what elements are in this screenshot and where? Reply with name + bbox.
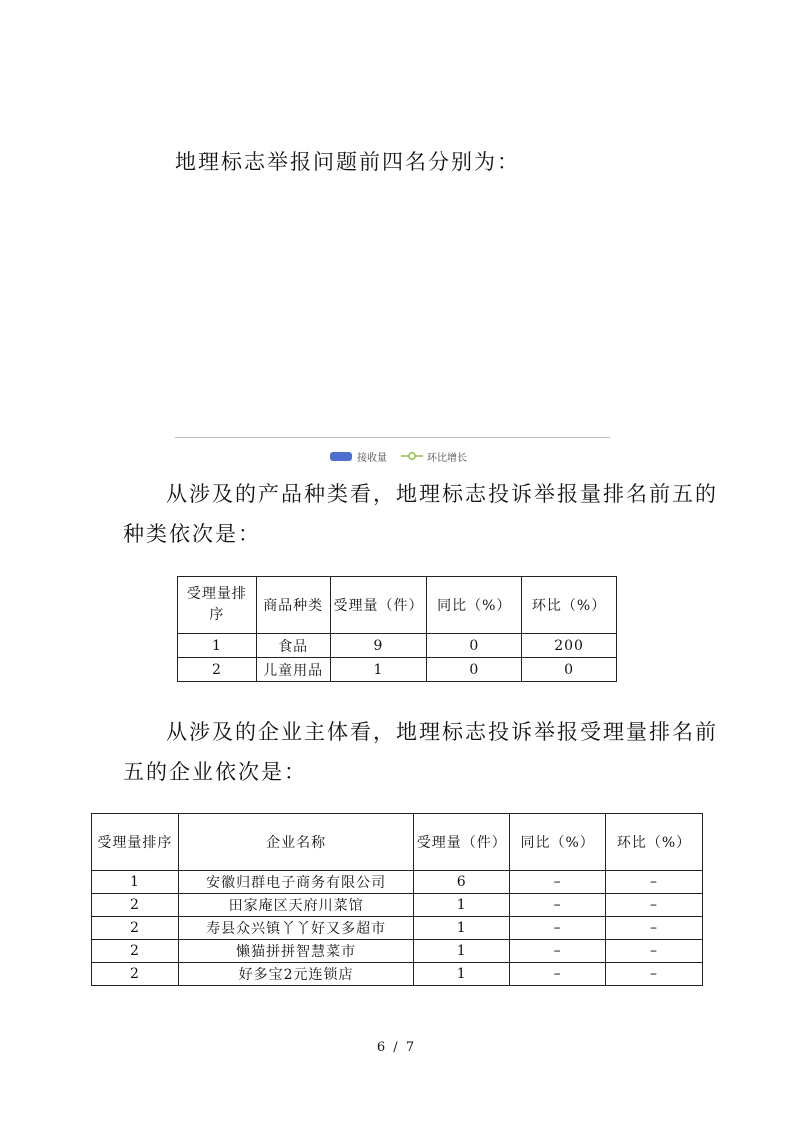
- table-header-row: [92, 814, 703, 871]
- table-row: [178, 658, 617, 682]
- cell-yoy: –: [510, 917, 606, 940]
- cell-rank: 2: [92, 917, 179, 940]
- product-category-table: [177, 576, 617, 682]
- header-yoy: 同比（%）: [510, 814, 606, 871]
- cell-count: 1: [414, 917, 510, 940]
- table-row: [178, 634, 617, 658]
- cell-count: 6: [414, 871, 510, 894]
- header-count: 受理量（件）: [414, 814, 510, 871]
- cell-rank: 2: [92, 963, 179, 986]
- cell-enterprise: 懒猫拼拼智慧菜市: [178, 940, 414, 963]
- enterprise-table: [91, 813, 703, 986]
- cell-enterprise: 安徽归群电子商务有限公司: [178, 871, 414, 894]
- cell-count: 9: [330, 634, 427, 658]
- cell-count: 1: [414, 894, 510, 917]
- cell-mom: –: [606, 871, 703, 894]
- cell-yoy: –: [510, 963, 606, 986]
- header-mom: 环比（%）: [522, 577, 617, 634]
- legend-bar-swatch: [330, 452, 352, 461]
- cell-mom: –: [606, 963, 703, 986]
- intro-text: 地理标志举报问题前四名分别为：: [175, 150, 520, 174]
- header-count: 受理量（件）: [330, 577, 427, 634]
- cell-count: 1: [414, 963, 510, 986]
- header-yoy: 同比（%）: [427, 577, 522, 634]
- table-row: [92, 940, 703, 963]
- cell-rank: 1: [178, 634, 257, 658]
- table-header-row: [178, 577, 617, 634]
- header-enterprise: 企业名称: [178, 814, 414, 871]
- table-row: [92, 917, 703, 940]
- cell-yoy: –: [510, 871, 606, 894]
- cell-yoy: –: [510, 894, 606, 917]
- cell-enterprise: 田家庵区天府川菜馆: [178, 894, 414, 917]
- cell-enterprise: 好多宝2元连锁店: [178, 963, 414, 986]
- table-row: [92, 871, 703, 894]
- section2-text-line1: 从涉及的企业主体看，地理标志投诉举报受理量排名前: [166, 720, 718, 744]
- cell-count: 1: [414, 940, 510, 963]
- section1-text-line2: 种类依次是：: [123, 522, 261, 546]
- cell-enterprise: 寿县众兴镇丫丫好又多超市: [178, 917, 414, 940]
- page-number: 6 / 7: [376, 1040, 417, 1055]
- cell-yoy: 0: [427, 658, 522, 682]
- cell-mom: –: [606, 940, 703, 963]
- cell-mom: –: [606, 894, 703, 917]
- cell-rank: 2: [92, 894, 179, 917]
- cell-mom: 200: [522, 634, 617, 658]
- cell-yoy: 0: [427, 634, 522, 658]
- cell-yoy: –: [510, 940, 606, 963]
- legend-line-swatch: [401, 451, 423, 461]
- section1-text-line1: 从涉及的产品种类看，地理标志投诉举报量排名前五的: [166, 482, 718, 506]
- header-category: 商品种类: [256, 577, 330, 634]
- cell-count: 1: [330, 658, 427, 682]
- cell-mom: –: [606, 917, 703, 940]
- legend-series-1: 环比增长: [427, 452, 467, 464]
- header-mom: 环比（%）: [606, 814, 703, 871]
- cell-category: 食品: [256, 634, 330, 658]
- chart-legend: [330, 449, 467, 463]
- cell-mom: 0: [522, 658, 617, 682]
- legend-series-0: 接收量: [357, 452, 387, 464]
- table-row: [92, 963, 703, 986]
- header-rank: 受理量排序: [178, 577, 257, 634]
- table-row: [92, 894, 703, 917]
- cell-rank: 1: [92, 871, 179, 894]
- cell-rank: 2: [92, 940, 179, 963]
- cell-rank: 2: [178, 658, 257, 682]
- section2-text-line2: 五的企业依次是：: [123, 760, 307, 784]
- cell-category: 儿童用品: [256, 658, 330, 682]
- chart-x-axis: [175, 437, 610, 438]
- header-rank: 受理量排序: [92, 814, 179, 871]
